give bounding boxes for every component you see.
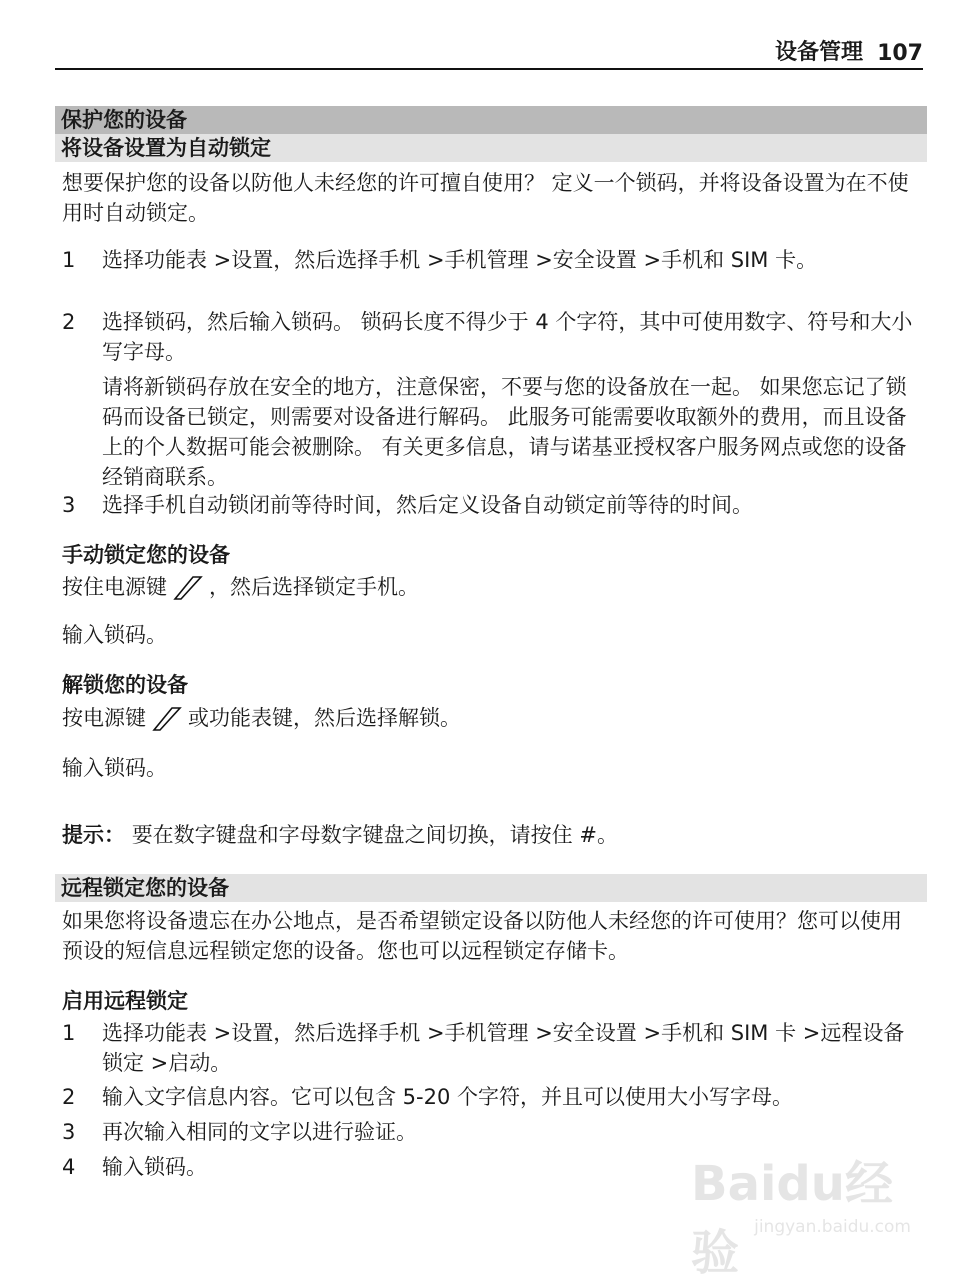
step-number: 1 <box>62 1021 76 1045</box>
tip <box>62 820 922 850</box>
manual-lock-line-1 <box>62 572 922 602</box>
remote-enable-title: 启用远程锁定 <box>62 989 188 1013</box>
baidu-watermark <box>691 1145 911 1281</box>
tip-label: 提示： <box>62 823 125 847</box>
step-number: 3 <box>62 1120 76 1144</box>
power-key-icon <box>150 706 184 732</box>
protect-intro: 想要保护您的设备以防他人未经您的许可擅自使用？ 定义一个锁码，并将设备设置为在不使用时自动锁定。 <box>62 171 909 225</box>
unlock-text-before: 按电源键 <box>62 706 146 730</box>
manual-lock-text-before: 按住电源键 <box>62 575 167 599</box>
step-text: 选择锁码，然后输入锁码。 锁码长度不得少于 4 个字符，其中可使用数字、符号和大小写字母。 <box>102 310 913 364</box>
header-page-number: 107 <box>877 41 923 66</box>
unlock-text-after: 或功能表键，然后选择解锁。 <box>188 706 461 730</box>
step-number: 2 <box>62 1085 76 1109</box>
step-number: 4 <box>62 1155 76 1179</box>
step-number: 3 <box>62 493 76 517</box>
watermark-url: jingyan.baidu.com <box>754 1217 911 1237</box>
header-section-title: 设备管理 <box>775 40 864 65</box>
step-text: 输入文字信息内容。它可以包含 5-20 个字符，并且可以使用大小写字母。 <box>102 1085 794 1109</box>
tip-text: 要在数字键盘和字母数字键盘之间切换，请按住 #。 <box>131 823 618 847</box>
remote-intro: 如果您将设备遗忘在办公地点，是否希望锁定设备以防他人未经您的许可使用？您可以使用预设的短信息远程锁定您的设备。您也可以远程锁定存储卡。 <box>62 909 902 963</box>
power-key-icon <box>171 575 205 601</box>
manual-lock-line-2: 输入锁码。 <box>62 623 167 647</box>
unlock-line-1 <box>62 703 922 733</box>
page-header <box>55 30 923 70</box>
step-number: 2 <box>62 310 76 334</box>
section-bar-remote: 远程锁定您的设备 <box>55 874 927 902</box>
step-text: 再次输入相同的文字以进行验证。 <box>102 1120 417 1144</box>
step-text: 输入锁码。 <box>102 1155 207 1179</box>
step-text: 选择手机自动锁闭前等待时间，然后定义设备自动锁定前等待的时间。 <box>102 493 753 517</box>
step-text: 选择功能表 >设置，然后选择手机 >手机管理 >安全设置 >手机和 SIM 卡。 <box>102 248 818 272</box>
watermark-logo: Baidu经验 <box>691 1156 893 1281</box>
unlock-title: 解锁您的设备 <box>62 673 188 697</box>
unlock-line-2: 输入锁码。 <box>62 756 167 780</box>
manual-lock-title: 手动锁定您的设备 <box>62 543 230 567</box>
step-text: 选择功能表 >设置，然后选择手机 >手机管理 >安全设置 >手机和 SIM 卡 >远程设备锁定 >启动。 <box>102 1021 905 1075</box>
step-note-text: 请将新锁码存放在安全的地方，注意保密，不要与您的设备放在一起。 如果您忘记了锁码而设备已锁定，则需要对设备进行解码。 此服务可能需要收取额外的费用，而且设备上的个人数据可能会被删除。 有关更多信息，请与诺基亚授权客户服务网点或您的设备经销商联系。 <box>102 375 907 489</box>
manual-lock-text-after: ，然后选择锁定手机。 <box>209 575 419 599</box>
subsection-bar-autolock: 将设备设置为自动锁定 <box>55 134 927 162</box>
step-number: 1 <box>62 248 76 272</box>
section-bar-protect: 保护您的设备 <box>55 106 927 134</box>
